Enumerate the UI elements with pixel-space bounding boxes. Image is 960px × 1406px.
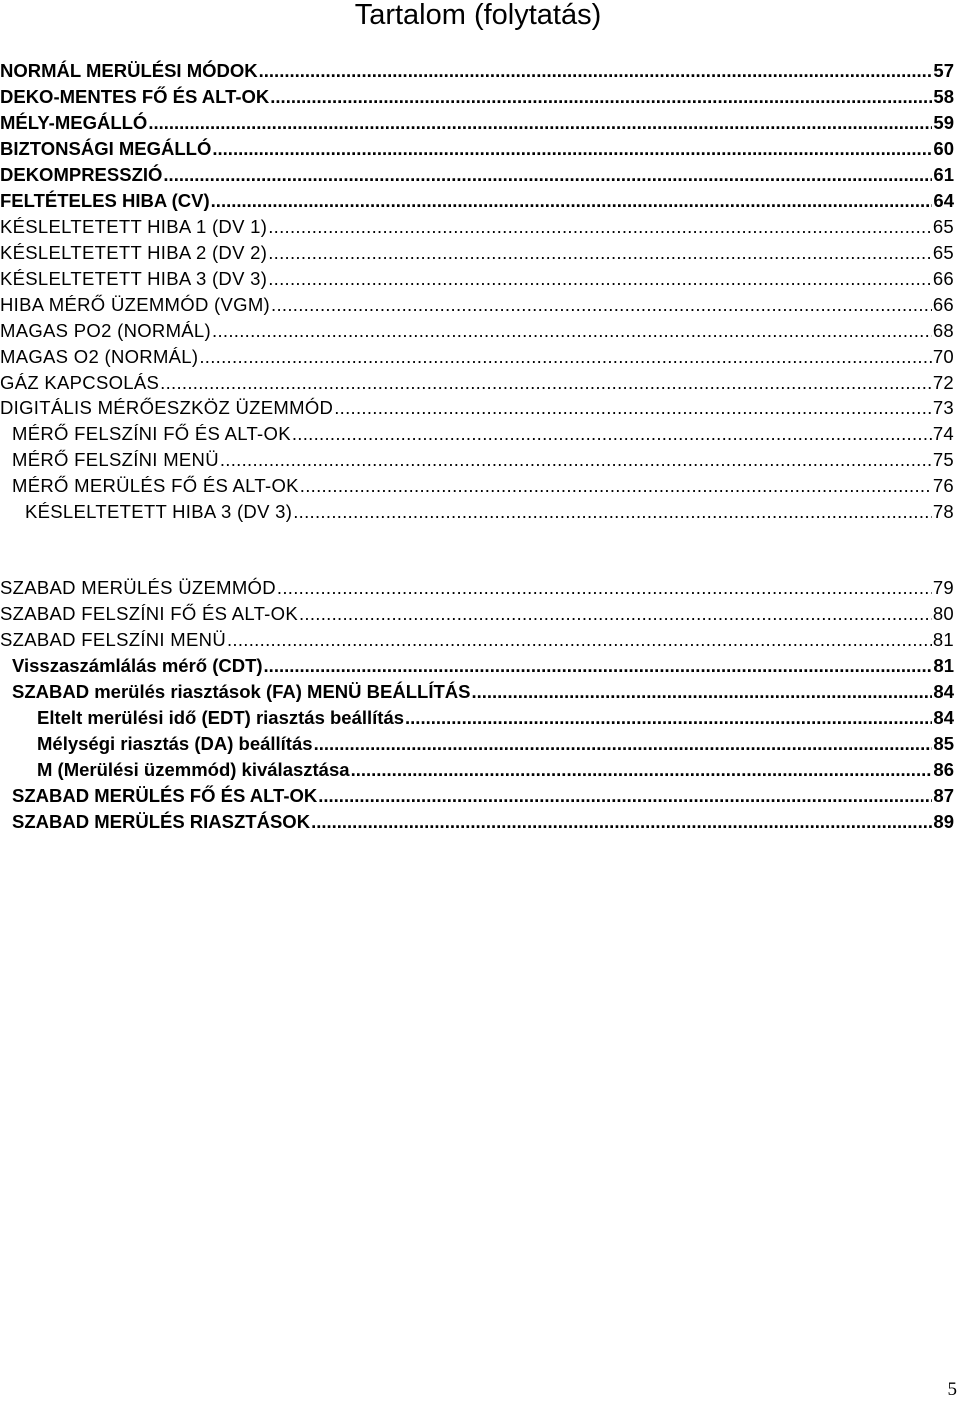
toc-entry[interactable]: [0, 266, 954, 292]
toc-entry-page: 66: [932, 294, 954, 315]
toc-entry-title: M (Merülési üzemmód) kiválasztása: [37, 759, 350, 780]
toc-entry-title: KÉSLELTETETT HIBA 2 (DV 2): [0, 242, 268, 263]
toc-dot-leader: [293, 499, 932, 525]
toc-entry-page: 81: [932, 629, 954, 650]
toc-entry-title: Eltelt merülési idő (EDT) riasztás beállítás: [37, 707, 405, 728]
toc-entry[interactable]: [0, 214, 954, 240]
toc-dot-leader: [163, 162, 932, 188]
toc-entry[interactable]: [0, 110, 954, 136]
toc-entry-title: DIGITÁLIS MÉRŐESZKÖZ ÜZEMMÓD: [0, 397, 334, 418]
toc-entry[interactable]: [0, 344, 954, 370]
toc-dot-leader: [268, 214, 932, 240]
toc-entry[interactable]: [0, 395, 954, 421]
toc-dot-leader: [212, 136, 932, 162]
toc-entry[interactable]: [0, 136, 954, 162]
toc-entry-page: 60: [933, 138, 954, 159]
toc-entry-title: Visszaszámlálás mérő (CDT): [12, 655, 263, 676]
toc-dot-leader: [277, 575, 932, 601]
toc-dot-leader: [299, 601, 932, 627]
toc-entry-title: MAGAS O2 (NORMÁL): [0, 346, 199, 367]
toc-entry[interactable]: [12, 421, 954, 447]
toc-entry-title: MAGAS PO2 (NORMÁL): [0, 320, 211, 341]
toc-entry[interactable]: [0, 292, 954, 318]
toc-dot-leader: [160, 370, 932, 396]
toc-entry-title: KÉSLELTETETT HIBA 1 (DV 1): [0, 216, 268, 237]
toc-entry[interactable]: [0, 627, 954, 653]
toc-entry-title: MÉRŐ MERÜLÉS FŐ ÉS ALT-OK: [12, 475, 299, 496]
toc-entry-page: 73: [932, 397, 954, 418]
toc-dot-leader: [300, 473, 932, 499]
toc-entry-title: SZABAD MERÜLÉS RIASZTÁSOK: [12, 811, 311, 832]
toc-entry-page: 80: [932, 603, 954, 624]
toc-dot-leader: [271, 292, 932, 318]
toc-entry[interactable]: [12, 783, 954, 809]
toc-entry-page: 74: [932, 423, 954, 444]
toc-entry[interactable]: [12, 809, 954, 835]
toc-entry-title: SZABAD FELSZÍNI FŐ ÉS ALT-OK: [0, 603, 298, 624]
toc-dot-leader: [212, 318, 932, 344]
toc-dot-leader: [318, 783, 932, 809]
toc-dot-leader: [334, 395, 932, 421]
toc-dot-leader: [268, 266, 932, 292]
toc-entry-page: 65: [932, 216, 954, 237]
toc-entry-title: MÉRŐ FELSZÍNI FŐ ÉS ALT-OK: [12, 423, 291, 444]
toc-entry[interactable]: [12, 653, 954, 679]
toc-entry-title: FELTÉTELES HIBA (CV): [0, 190, 210, 211]
toc-entry-title: HIBA MÉRŐ ÜZEMMÓD (VGM): [0, 294, 271, 315]
toc-entry-page: 86: [933, 759, 954, 780]
toc-entry-page: 70: [932, 346, 954, 367]
toc-dot-leader: [148, 110, 932, 136]
toc-dot-leader: [268, 240, 932, 266]
toc-entry-page: 89: [933, 811, 954, 832]
toc-entry-title: BIZTONSÁGI MEGÁLLÓ: [0, 138, 212, 159]
toc-entry[interactable]: [37, 757, 954, 783]
toc-entry-title: DEKO-MENTES FŐ ÉS ALT-OK: [0, 86, 270, 107]
toc-dot-leader: [264, 653, 933, 679]
toc-entry-page: 72: [932, 372, 954, 393]
toc-entry-title: KÉSLELTETETT HIBA 3 (DV 3): [25, 501, 293, 522]
toc-dot-leader: [471, 679, 932, 705]
toc-entry[interactable]: [0, 188, 954, 214]
toc-entry[interactable]: [12, 679, 954, 705]
toc-entry-page: 84: [933, 681, 954, 702]
toc-entry-title: Mélységi riasztás (DA) beállítás: [37, 733, 313, 754]
toc-dot-leader: [227, 627, 932, 653]
toc-entry-title: SZABAD MERÜLÉS FŐ ÉS ALT-OK: [12, 785, 318, 806]
toc-entry-title: KÉSLELTETETT HIBA 3 (DV 3): [0, 268, 268, 289]
toc-dot-leader: [292, 421, 932, 447]
toc-entry-page: 81: [933, 655, 954, 676]
toc-entry[interactable]: [12, 473, 954, 499]
toc-entry-page: 85: [933, 733, 954, 754]
toc-entry[interactable]: [37, 731, 954, 757]
toc-entry-page: 58: [933, 86, 954, 107]
toc-entry-title: MÉLY-MEGÁLLÓ: [0, 112, 148, 133]
toc-entry-page: 57: [933, 60, 954, 81]
toc-entry-page: 68: [932, 320, 954, 341]
toc-dot-leader: [211, 188, 933, 214]
toc-entry[interactable]: [0, 58, 954, 84]
toc-entry-title: SZABAD MERÜLÉS ÜZEMMÓD: [0, 577, 276, 598]
toc-entry-page: 65: [932, 242, 954, 263]
toc-entry-title: GÁZ KAPCSOLÁS: [0, 372, 160, 393]
toc-entry-title: SZABAD merülés riasztások (FA) MENÜ BEÁLLÍTÁS: [12, 681, 471, 702]
toc-entry-page: 76: [932, 475, 954, 496]
toc-entry-page: 59: [933, 112, 954, 133]
toc-entry-page: 66: [932, 268, 954, 289]
toc-entry[interactable]: [0, 240, 954, 266]
toc-entry[interactable]: [0, 370, 954, 396]
page-title: Tartalom (folytatás): [354, 0, 602, 31]
toc-entry-page: 61: [933, 164, 954, 185]
toc-entry[interactable]: [37, 705, 954, 731]
toc-entry[interactable]: [0, 84, 954, 110]
toc-dot-leader: [259, 58, 933, 84]
toc-dot-leader: [314, 731, 933, 757]
toc-entry[interactable]: [25, 499, 954, 525]
toc-entry-title: NORMÁL MERÜLÉSI MÓDOK: [0, 60, 258, 81]
toc-entry-title: SZABAD FELSZÍNI MENÜ: [0, 629, 226, 650]
toc-entry-page: 84: [933, 707, 954, 728]
toc-entry[interactable]: [0, 601, 954, 627]
toc-entry-title: MÉRŐ FELSZÍNI MENÜ: [12, 449, 219, 470]
toc-entry[interactable]: [0, 318, 954, 344]
toc-entry[interactable]: [0, 162, 954, 188]
toc-dot-leader: [220, 447, 932, 473]
toc-entry-page: 78: [932, 501, 954, 522]
toc-dot-leader: [351, 757, 933, 783]
toc-dot-leader: [270, 84, 932, 110]
toc-entry[interactable]: [12, 447, 954, 473]
toc-entry[interactable]: [0, 575, 954, 601]
toc-entry-title: DEKOMPRESSZIÓ: [0, 164, 163, 185]
toc-entry-page: 75: [932, 449, 954, 470]
toc-dot-leader: [311, 809, 932, 835]
toc-dot-leader: [199, 344, 931, 370]
toc-entry-page: 64: [933, 190, 954, 211]
toc-entry-page: 79: [932, 577, 954, 598]
page-number: 5: [947, 1379, 957, 1400]
toc-entry-page: 87: [933, 785, 954, 806]
toc-dot-leader: [405, 705, 932, 731]
